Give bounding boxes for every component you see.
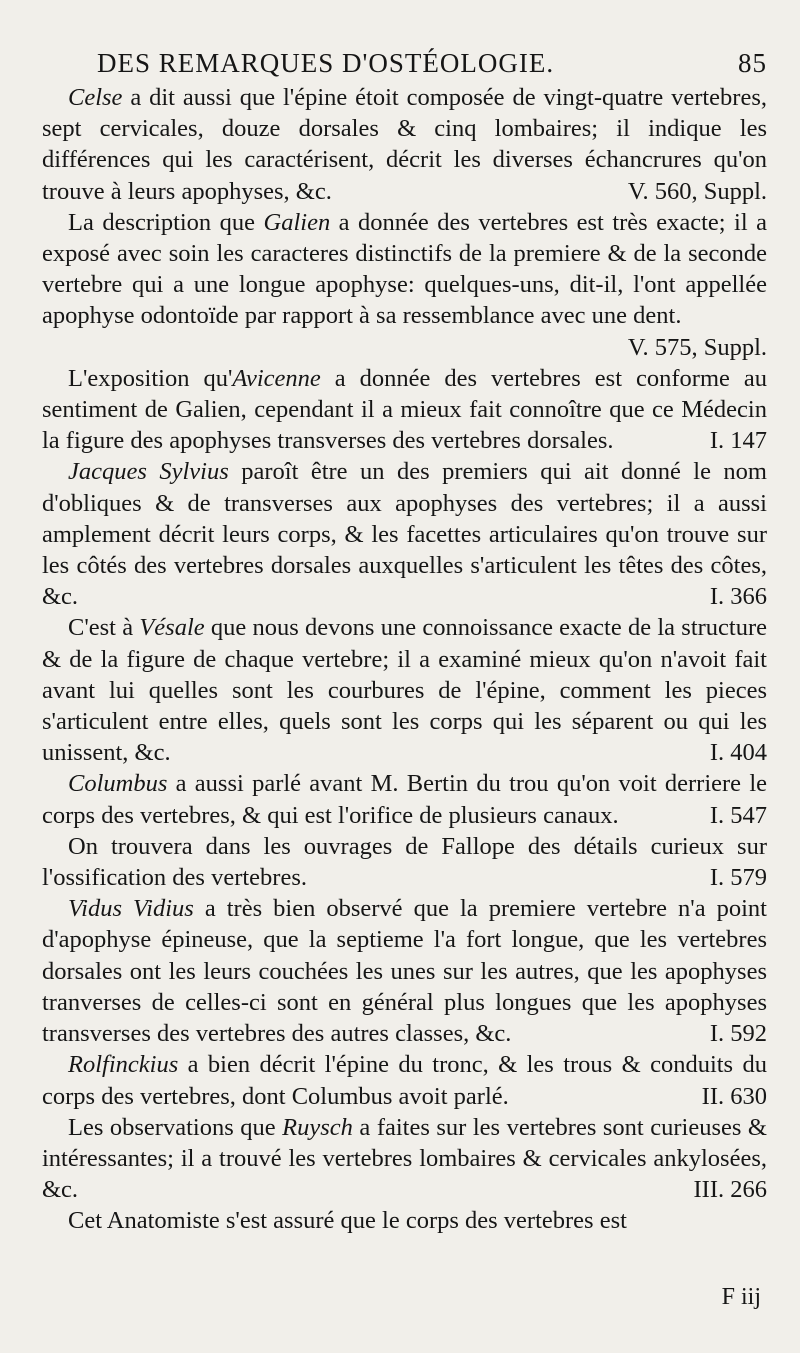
author-name: Avicenne	[232, 364, 321, 392]
para-text: a faites sur les vertebres sont curieuses & intéressantes; il a trouvé les vertebres lombaires & cervicales ankylosées, &c.	[42, 1113, 767, 1204]
reference: I. 592	[709, 1020, 767, 1048]
paragraph-fallope	[42, 831, 767, 893]
reference: I. 404	[709, 739, 767, 767]
book-page	[42, 36, 767, 1336]
para-text: paroît être un des premiers qui ait donné le nom d'obliques & de transverses aux apophyses des vertebres; il a aussi amplement décrit leurs corps, & les facettes articulaires qu'on trouve sur les côtés des vertebres dorsales auxquelles s'articulent les têtes des côtes, &c.	[42, 458, 767, 611]
paragraph-vidius	[42, 893, 767, 1049]
author-name: Columbus	[68, 770, 168, 798]
reference: I. 579	[709, 864, 767, 892]
paragraph-celse	[42, 82, 767, 207]
author-name: Vésale	[139, 614, 205, 642]
page-number: 85	[738, 48, 767, 78]
paragraph-columbus	[42, 768, 767, 830]
author-name: Ruysch	[282, 1113, 353, 1141]
para-lead: Cet Anatomiste s'est assuré que le corps des vertebres est	[68, 1207, 627, 1235]
signature-mark: F iij	[721, 1284, 761, 1310]
reference: I. 366	[709, 583, 767, 611]
paragraph-galien	[42, 207, 767, 361]
para-text: a dit aussi que l'épine étoit composée de vingt-quatre vertebres, sept cervicales, douze dorsales & cinq lombaires; il indique les différences qui les caractérisent, décrit les diverses échancrures qu'on trouve à leurs apophyses, &c.	[42, 84, 767, 205]
para-lead: Les observations que	[68, 1113, 283, 1141]
para-text: a bien décrit l'épine du tronc, & les trous & conduits du corps des vertebres, dont Columbus avoit parlé.	[42, 1051, 767, 1110]
running-title: DES REMARQUES D'OSTÉOLOGIE.	[97, 48, 555, 78]
reference: V. 560, Suppl.	[627, 177, 767, 205]
author-name: Rolfinckius	[68, 1051, 179, 1079]
para-text: que nous devons une connoissance exacte de la structure & de la figure de chaque vertebre; il a examiné mieux qu'on n'avoit fait avant lui quelles sont les courbures de l'épine, comment les pieces s'articulent entre elles, quels sont les corps qui les séparent ou qui les unissent, &c.	[42, 614, 767, 767]
para-lead: L'exposition qu'	[68, 364, 233, 392]
reference: III. 266	[693, 1176, 767, 1204]
reference: I. 547	[709, 801, 767, 829]
para-text: a très bien observé que la premiere vertebre n'a point d'apophyse épineuse, que la septieme l'a fort longue, que les vertebres dorsales ont les leurs couchées les unes sur les autres, que les apophyses tranverses de celles-ci sont en général plus longues que les apophyses transverses des vertebres des autres classes, &c.	[42, 895, 767, 1048]
author-name: Jacques Sylvius	[68, 458, 229, 486]
para-text: a donnée des vertebres est très exacte; il a exposé avec soin les caracteres distinctifs de la premiere & de la seconde vertebre qui a une longue apophyse: quelques-uns, dit-il, l'ont appellée apophyse odontoïde par rapport à sa ressemblance avec une dent.	[42, 208, 767, 330]
reference: I. 147	[709, 427, 767, 455]
author-name: Galien	[263, 208, 331, 236]
paragraph-vesale	[42, 612, 767, 768]
paragraph-ruysch	[42, 1112, 767, 1206]
paragraph-sylvius	[42, 456, 767, 612]
paragraph-anatomiste	[42, 1205, 767, 1236]
para-text: a aussi parlé avant M. Bertin du trou qu'on voit derriere le corps des vertebres, & qui est l'orifice de plusieurs canaux.	[42, 770, 767, 829]
paragraph-rolfinckius	[42, 1049, 767, 1111]
reference: V. 575, Suppl.	[627, 333, 767, 361]
author-name: Celse	[68, 84, 123, 111]
author-name: Vidus Vidius	[68, 895, 194, 923]
para-lead: La description que	[68, 208, 264, 236]
text-body	[42, 82, 767, 1237]
paragraph-avicenne	[42, 363, 767, 457]
para-lead: On trouvera dans les ouvrages de Fallope des détails curieux sur l'ossification des vertebres.	[42, 832, 767, 892]
para-text: a donnée des vertebres est conforme au sentiment de Galien, cependant il a mieux fait connoître que ce Médecin la figure des apophyses transverses des vertebres dorsales.	[42, 364, 768, 455]
reference: II. 630	[701, 1082, 767, 1110]
para-lead: C'est à	[68, 614, 140, 642]
